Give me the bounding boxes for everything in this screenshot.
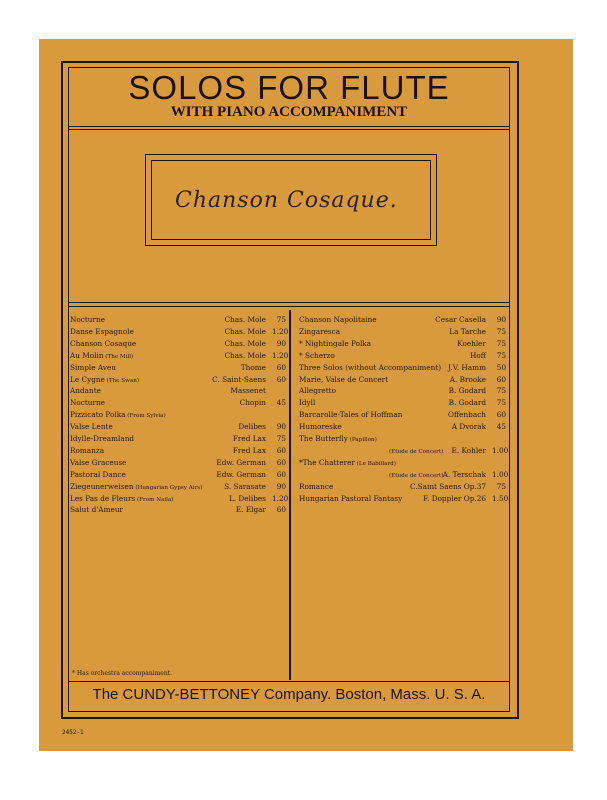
entry-title: Valse Lente <box>70 422 113 432</box>
entry-price: 60 <box>496 374 506 384</box>
entry-composer: Delibes <box>238 422 266 432</box>
entry-composer: Offenbach <box>448 410 486 420</box>
entry-composer: J.V. Hamm <box>448 362 486 372</box>
entry-composer: Massenet <box>230 386 266 396</box>
entry-composer: B. Godard <box>448 398 486 408</box>
divider <box>68 129 510 130</box>
entry-composer: Chas. Mole <box>224 326 266 336</box>
entry-title: Le Cygne (The Swan) <box>70 374 140 384</box>
divider <box>68 126 510 127</box>
entry-composer: C. Saint-Saens <box>212 374 266 384</box>
entry-title: Chanson Cosaque <box>70 338 137 348</box>
entry-composer: Thome <box>240 362 266 372</box>
entry-composer: A. Brooke <box>449 374 486 384</box>
entry-price: 1.00 <box>492 445 509 455</box>
entry-title: Salut d'Ameur <box>70 505 124 515</box>
catalog-entry <box>299 409 506 420</box>
catalog-entry <box>299 481 506 492</box>
entry-title: Andante <box>70 386 101 396</box>
catalog-entry <box>70 314 286 325</box>
catalog-entry <box>70 350 289 361</box>
entry-title: Nocturne <box>70 315 106 324</box>
entry-title: Simple Aveu <box>70 362 117 372</box>
entry-title: Valse Graceuse <box>70 457 127 467</box>
catalog-entry <box>70 374 286 385</box>
catalog-entry <box>299 493 509 504</box>
catalog-entry <box>299 469 509 480</box>
entry-price: 75 <box>496 326 506 336</box>
entry-composer: L. Delibes <box>228 493 266 503</box>
entry-price: 90 <box>276 338 286 348</box>
entry-price: 1.20 <box>272 493 289 503</box>
catalog-entry <box>299 326 506 337</box>
entry-price: 50 <box>496 362 506 372</box>
entry-price: 90 <box>276 481 286 491</box>
entry-title: Marie, Valse de Concert <box>299 374 389 384</box>
entry-price: 60 <box>276 469 286 479</box>
entry-price: 60 <box>276 457 286 467</box>
divider <box>68 306 510 307</box>
entry-composer: Koehler <box>457 338 486 348</box>
entry-price: 75 <box>496 386 506 396</box>
entry-price: 60 <box>276 362 286 372</box>
entry-title: * Nightingale Polka <box>299 338 372 348</box>
catalog-entry <box>299 350 506 361</box>
entry-note: (From Sylvia) <box>125 413 166 420</box>
footnote: * Has orchestra accompaniment. <box>72 670 173 677</box>
entry-price: 60 <box>276 445 286 455</box>
entry-price: 1.50 <box>492 493 509 503</box>
catalog-entry <box>70 409 286 420</box>
catalog-entry <box>70 433 286 444</box>
entry-title: Au Molin (The Mill) <box>70 350 134 360</box>
entry-title: Barcarolle-Tales of Hoffman <box>299 410 403 420</box>
page-subtitle: WITH PIANO ACCOMPANIMENT <box>170 104 408 120</box>
entry-note: (The Mill) <box>103 353 134 360</box>
entry-price: 75 <box>276 434 286 443</box>
catalog-number: 2452-1 <box>62 729 84 736</box>
entry-title: Les Pas de Fleurs (From Naila) <box>70 493 174 503</box>
entry-price: 75 <box>496 481 506 491</box>
entry-price: 75 <box>276 315 286 324</box>
entry-composer: Chas. Mole <box>224 315 266 324</box>
entry-price: 90 <box>276 422 286 432</box>
entry-composer: Chas. Mole <box>224 350 266 360</box>
entry-composer: Edw. German <box>216 469 266 479</box>
publisher-line: The CUNDY-BETTONEY Company. Boston, Mass. U. S. A. <box>92 686 486 703</box>
entry-price: 90 <box>496 315 506 324</box>
entry-composer: Chas. Mole <box>224 338 266 348</box>
catalog-entry <box>299 445 509 456</box>
entry-price: 60 <box>276 505 286 515</box>
catalog-entry <box>70 385 286 396</box>
entry-title: Zingaresca <box>299 326 341 336</box>
catalog-entry <box>299 374 506 385</box>
entry-note: (Papillon) <box>347 437 377 443</box>
entry-title: The Butterfly (Papillon) <box>299 434 377 443</box>
entry-title: Pastoral Dance <box>70 469 126 479</box>
entry-title: Three Solos (without Accompaniment) <box>299 362 442 372</box>
entry-price: 45 <box>276 398 286 408</box>
entry-title: Allegretto <box>299 386 336 396</box>
entry-title: Idyll <box>299 398 316 408</box>
catalog-entry <box>70 445 286 456</box>
handwritten-title: Chanson Cosaque. <box>175 188 398 213</box>
entry-note: (Hungarian Gypsy Airs) <box>133 484 203 491</box>
entry-title: Romance <box>299 481 334 491</box>
catalog-entry <box>299 421 506 432</box>
catalog-entry <box>70 421 286 432</box>
entry-composer: Cesar Casella <box>435 315 486 324</box>
entry-composer: Chopin <box>239 398 266 408</box>
catalog-entry <box>70 338 286 349</box>
entry-composer: Fred Lax <box>232 445 266 455</box>
catalog-entry <box>299 338 506 349</box>
catalog-entry <box>70 481 286 492</box>
entry-price: 1.20 <box>272 350 289 360</box>
entry-price: 75 <box>496 398 506 408</box>
entry-composer: B. Godard <box>448 386 486 396</box>
entry-price: 1.00 <box>492 469 509 479</box>
catalog-entry <box>299 457 506 468</box>
catalog-entry <box>70 457 286 468</box>
entry-title: Chanson Napolitaine <box>299 315 377 324</box>
entry-composer: E. Elgar <box>235 505 266 515</box>
entry-composer: C.Saint Saens Op.37 <box>410 481 486 491</box>
entry-title: Idylle-Dreamland <box>70 434 135 443</box>
entry-composer: La Tarche <box>449 326 486 336</box>
entry-composer: Fred Lax <box>232 434 266 443</box>
entry-note: (The Swan) <box>104 377 140 384</box>
entry-title: Nocturne <box>70 398 106 408</box>
entry-price: 75 <box>496 338 506 348</box>
entry-note: (From Naila) <box>135 496 174 503</box>
entry-price: 1.20 <box>272 326 289 336</box>
catalog-entry <box>299 397 506 408</box>
entry-composer: Hoff <box>470 350 486 360</box>
catalog-entry <box>299 314 506 325</box>
catalog-entry <box>70 469 286 480</box>
catalog-entry <box>70 326 289 337</box>
catalog-entry <box>299 385 506 396</box>
catalog <box>68 310 510 682</box>
catalog-entry <box>70 362 286 373</box>
entry-composer: F. Doppler Op.26 <box>423 493 486 503</box>
divider <box>68 302 510 303</box>
entry-price: 60 <box>496 410 506 420</box>
entry-title: Hungarian Pastoral Fantasy <box>299 493 403 503</box>
entry-price: 60 <box>276 374 286 384</box>
entry-title: Romanza <box>70 445 105 455</box>
entry-title: *The Chatterer (Le Babillard) <box>299 457 396 467</box>
catalog-entry <box>70 397 286 408</box>
entry-composer: A. Terschak <box>442 469 486 479</box>
entry-title: Humoreske <box>299 422 342 432</box>
entry-title: Ziegeunerweisen (Hungarian Gypsy Airs) <box>70 481 203 491</box>
catalog-entry <box>70 504 286 515</box>
catalog-entry <box>299 433 506 444</box>
entry-composer: S. Sarasate <box>224 481 266 491</box>
entry-price: 45 <box>496 422 506 432</box>
entry-note: (Le Babillard) <box>354 460 396 467</box>
catalog-entry <box>299 362 506 373</box>
catalog-entry <box>70 493 289 504</box>
entry-title: Pizzicato Polka (From Sylvia) <box>70 410 166 420</box>
page-title: SOLOS FOR FLUTE <box>128 69 450 106</box>
entry-composer: E. Kohler <box>451 445 486 455</box>
entry-composer: A Dvorak <box>451 422 486 432</box>
divider <box>68 681 510 682</box>
entry-note: (Etude de Concert) <box>389 448 444 455</box>
entry-price: 75 <box>496 350 506 360</box>
entry-composer: Edw. German <box>216 457 266 467</box>
entry-title: Danse Espagnole <box>70 326 134 336</box>
entry-title: * Scherzo <box>299 350 335 360</box>
entry-note: (Etude de Concert) <box>389 472 444 479</box>
